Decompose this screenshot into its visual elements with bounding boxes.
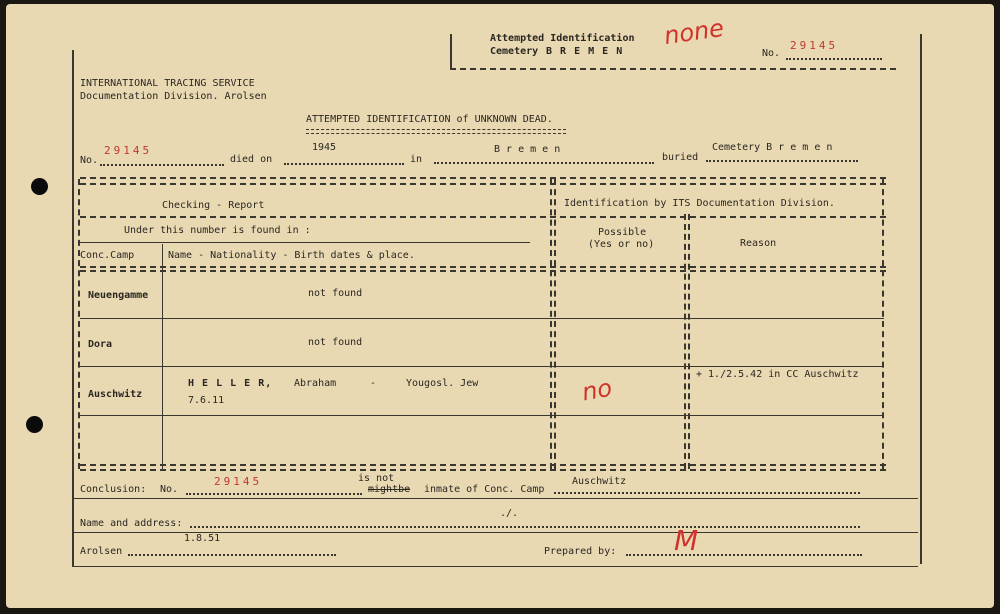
in-value: B r e m e n	[494, 144, 561, 155]
camp-divider	[162, 244, 163, 469]
buried-dots	[706, 160, 858, 162]
top-box-cemetery-value: B R E M E N	[546, 46, 624, 57]
division-name: Documentation Division. Arolsen	[80, 91, 267, 102]
row-result-dora: not found	[308, 337, 363, 348]
handwritten-no: no	[579, 373, 615, 407]
punch-hole-top	[31, 178, 48, 195]
col-possible-1: Possible	[598, 227, 647, 238]
table-top-2	[80, 183, 886, 185]
row-nationality: Yougosl. Jew	[406, 378, 479, 389]
date-value: 1.8.51	[184, 533, 221, 544]
table-bottom-2	[80, 469, 886, 471]
table-line-under-number	[80, 242, 530, 243]
conclusion-camp: Auschwitz	[572, 476, 627, 487]
reason-divider	[684, 214, 686, 469]
buried-value: Cemetery B r e m e n	[712, 142, 833, 153]
top-box-no-label: No.	[762, 48, 781, 59]
top-box-no-value: 29145	[790, 39, 839, 52]
identification-title: Identification by ITS Documentation Division.	[564, 198, 835, 209]
title-underline-1	[306, 129, 566, 130]
col-possible-2: (Yes or no)	[588, 239, 655, 250]
main-no-value: 29145	[104, 144, 153, 157]
table-bottom-1	[80, 464, 886, 466]
row-birth-date: 7.6.11	[188, 395, 225, 406]
conclusion-no-label: No.	[160, 484, 179, 495]
col-conc-camp: Conc.Camp	[80, 250, 135, 261]
in-dots	[434, 162, 654, 164]
col-reason: Reason	[740, 238, 777, 249]
reason-divider-2	[688, 214, 690, 469]
row-result-neuengamme: not found	[308, 288, 363, 299]
table-mid-divider	[550, 179, 552, 469]
top-box-bottom-border	[450, 68, 896, 70]
conclusion-label: Conclusion:	[80, 484, 147, 495]
top-box-no-dots	[786, 58, 882, 60]
inmate-label: inmate of Conc. Camp	[424, 484, 545, 495]
row-dash: -	[370, 378, 377, 389]
table-header-bottom-2	[80, 270, 886, 272]
right-frame-line	[920, 34, 922, 564]
left-frame-line	[72, 50, 74, 566]
checking-report-title: Checking - Report	[162, 200, 265, 211]
main-no-label: No.	[80, 155, 99, 166]
row-camp-neuengamme: Neuengamme	[88, 290, 149, 301]
under-number-label: Under this number is found in :	[124, 225, 311, 236]
row-divider-3	[80, 415, 884, 416]
prepared-by-initial: M	[674, 524, 699, 557]
might-be-overstruck: mightbe	[368, 484, 411, 495]
table-mid-divider-2	[554, 179, 556, 469]
row-camp-dora: Dora	[88, 339, 113, 350]
died-on-label: died on	[230, 154, 273, 165]
conclusion-no-dots	[186, 493, 362, 495]
punch-hole-bottom	[26, 416, 43, 433]
place-dots	[128, 554, 336, 556]
prepared-by-dots	[626, 554, 862, 556]
main-no-dots	[100, 164, 224, 166]
died-on-dots	[284, 163, 404, 165]
handwritten-none: none	[662, 13, 726, 51]
name-address-value: ./.	[500, 508, 519, 519]
row-divider-1	[80, 318, 884, 319]
table-header-bottom-1	[80, 266, 886, 268]
table-left-border	[78, 179, 80, 469]
row-divider-2	[80, 366, 884, 367]
title-underline-2	[306, 133, 566, 134]
footer-rule-1	[72, 498, 918, 499]
table-line-under-titles	[80, 216, 886, 218]
top-box-cemetery-label: Cemetery	[490, 46, 539, 57]
died-on-value: 1945	[312, 142, 337, 153]
page-title: ATTEMPTED IDENTIFICATION of UNKNOWN DEAD.	[306, 114, 553, 125]
row-first-name: Abraham	[294, 378, 337, 389]
table-top-1	[80, 177, 886, 179]
row-reason: + 1./2.5.42 in CC Auschwitz	[696, 369, 859, 380]
name-address-dots	[190, 526, 860, 528]
conclusion-no-value: 29145	[214, 475, 263, 488]
name-address-label: Name and address:	[80, 518, 183, 529]
is-not-typed: is not	[358, 473, 395, 484]
place-label: Arolsen	[80, 546, 123, 557]
row-camp-auschwitz: Auschwitz	[88, 389, 143, 400]
camp-dots	[554, 492, 860, 494]
org-name: INTERNATIONAL TRACING SERVICE	[80, 78, 255, 89]
top-box-title: Attempted Identification	[490, 33, 635, 44]
top-box-left-border	[450, 34, 452, 70]
col-name-nationality: Name - Nationality - Birth dates & place.	[168, 250, 415, 261]
buried-label: buried	[662, 152, 699, 163]
row-name-heller: H E L L E R,	[188, 378, 273, 389]
footer-rule-3	[72, 566, 918, 567]
table-right-border	[882, 179, 884, 469]
in-label: in	[410, 154, 423, 165]
tracing-card	[6, 4, 994, 608]
prepared-by-label: Prepared by:	[544, 546, 617, 557]
